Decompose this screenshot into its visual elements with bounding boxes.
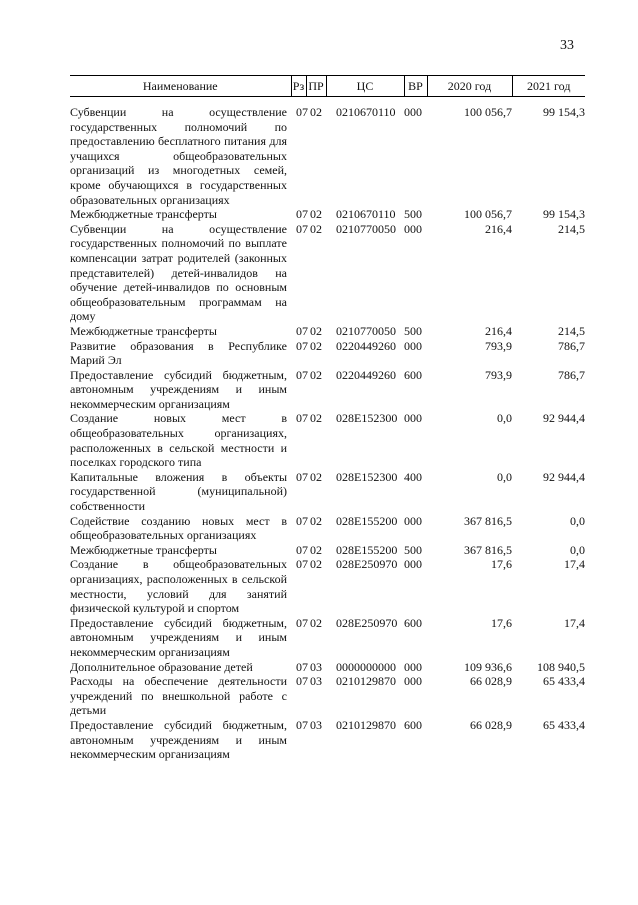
row-vr: 000 bbox=[404, 659, 422, 674]
table-row bbox=[70, 718, 585, 762]
table-header bbox=[70, 76, 585, 97]
row-name: Развитие образования в Республике Марий Эл bbox=[70, 338, 287, 368]
table-row bbox=[70, 411, 585, 469]
row-cs: 0220449260 bbox=[336, 338, 396, 353]
table-row bbox=[70, 674, 585, 718]
row-rz: 07 bbox=[296, 513, 308, 528]
row-amount-2021: 17,4 bbox=[564, 557, 585, 572]
row-name: Расходы на обеспечение деятельности учреждений по внешкольной работе с детьми bbox=[70, 674, 287, 718]
row-name: Субвенции на осуществление государственных полномочий по предоставлению бесплатного питания для учащихся общеобразовательных организаций из многодетных семей, кроме обучающихся в государственных образовательных организациях bbox=[70, 105, 287, 207]
row-amount-2021: 65 433,4 bbox=[543, 674, 585, 689]
row-name: Содействие созданию новых мест в общеобразовательных организациях bbox=[70, 513, 287, 543]
header-cs: ЦС bbox=[326, 76, 404, 97]
row-vr: 000 bbox=[404, 221, 422, 236]
row-amount-2020: 66 028,9 bbox=[470, 717, 512, 732]
row-vr: 500 bbox=[404, 207, 422, 222]
row-pr: 02 bbox=[310, 557, 322, 572]
row-rz: 07 bbox=[296, 674, 308, 689]
row-name: Межбюджетные трансферты bbox=[70, 207, 217, 222]
row-amount-2021: 92 944,4 bbox=[543, 469, 585, 484]
header-rz: Рз bbox=[291, 76, 306, 97]
row-name: Предоставление субсидий бюджетным, автономным учреждениям и иным некоммерческим организациям bbox=[70, 615, 287, 659]
row-rz: 07 bbox=[296, 411, 308, 426]
budget-table bbox=[70, 75, 585, 762]
row-rz: 07 bbox=[296, 323, 308, 338]
table-body bbox=[70, 97, 585, 762]
row-amount-2020: 0,0 bbox=[497, 411, 512, 426]
row-name: Капитальные вложения в объекты государственной (муниципальной) собственности bbox=[70, 469, 287, 514]
row-amount-2021: 99 154,3 bbox=[543, 207, 585, 222]
row-name: Субвенции на осуществление государственных полномочий по выплате компенсации затрат родителей (законных представителей) детей-инвалидов на обучение детей-инвалидов по основным общеобразовательным программам на дому bbox=[70, 221, 287, 324]
table-row bbox=[70, 97, 585, 208]
row-vr: 000 bbox=[404, 338, 422, 353]
row-vr: 000 bbox=[404, 513, 422, 528]
row-vr: 500 bbox=[404, 542, 422, 557]
table-row bbox=[70, 222, 585, 324]
row-amount-2020: 793,9 bbox=[485, 367, 512, 382]
row-name: Дополнительное образование детей bbox=[70, 659, 253, 674]
row-vr: 000 bbox=[404, 105, 422, 119]
row-amount-2021: 0,0 bbox=[570, 542, 585, 557]
header-year-2021: 2021 год bbox=[512, 76, 585, 97]
row-vr: 000 bbox=[404, 411, 422, 426]
row-pr: 02 bbox=[310, 323, 322, 338]
row-cs: 028E250970 bbox=[336, 615, 398, 630]
row-amount-2020: 216,4 bbox=[485, 323, 512, 338]
row-cs: 0210770050 bbox=[336, 221, 396, 236]
row-vr: 600 bbox=[404, 615, 422, 630]
row-cs: 028E250970 bbox=[336, 557, 398, 572]
row-amount-2021: 214,5 bbox=[558, 221, 585, 236]
row-amount-2020: 793,9 bbox=[485, 338, 512, 353]
row-name: Создание в общеобразовательных организациях, расположенных в сельской местности, условий для занятий физической культурой и спортом bbox=[70, 557, 287, 616]
row-rz: 07 bbox=[296, 367, 308, 382]
row-amount-2020: 100 056,7 bbox=[464, 105, 512, 119]
row-amount-2021: 786,7 bbox=[558, 367, 585, 382]
header-year-2020: 2020 год bbox=[427, 76, 512, 97]
row-vr: 600 bbox=[404, 367, 422, 382]
row-amount-2020: 216,4 bbox=[485, 221, 512, 236]
table-row bbox=[70, 470, 585, 514]
row-name: Межбюджетные трансферты bbox=[70, 542, 217, 557]
row-cs: 0220449260 bbox=[336, 367, 396, 382]
row-rz: 07 bbox=[296, 469, 308, 484]
row-pr: 02 bbox=[310, 207, 322, 222]
row-cs: 0210129870 bbox=[336, 674, 396, 689]
row-amount-2020: 100 056,7 bbox=[464, 207, 512, 222]
row-vr: 500 bbox=[404, 323, 422, 338]
row-amount-2021: 786,7 bbox=[558, 338, 585, 353]
table-row bbox=[70, 368, 585, 412]
header-name: Наименование bbox=[70, 76, 291, 97]
row-cs: 0210670110 bbox=[336, 105, 396, 119]
table-row bbox=[70, 557, 585, 615]
row-rz: 07 bbox=[296, 105, 308, 119]
row-rz: 07 bbox=[296, 717, 308, 732]
row-cs: 028E152300 bbox=[336, 469, 398, 484]
row-name: Межбюджетные трансферты bbox=[70, 323, 217, 338]
row-cs: 028E155200 bbox=[336, 542, 398, 557]
row-amount-2020: 17,6 bbox=[491, 615, 512, 630]
row-amount-2020: 367 816,5 bbox=[464, 513, 512, 528]
row-pr: 02 bbox=[310, 105, 322, 119]
row-amount-2021: 92 944,4 bbox=[543, 411, 585, 426]
row-name: Предоставление субсидий бюджетным, автономным учреждениям и иным некоммерческим организациям bbox=[70, 717, 287, 762]
row-cs: 028E155200 bbox=[336, 513, 398, 528]
row-pr: 02 bbox=[310, 615, 322, 630]
row-vr: 400 bbox=[404, 469, 422, 484]
row-pr: 02 bbox=[310, 338, 322, 353]
row-amount-2021: 65 433,4 bbox=[543, 717, 585, 732]
row-amount-2021: 214,5 bbox=[558, 323, 585, 338]
row-amount-2020: 367 816,5 bbox=[464, 542, 512, 557]
row-amount-2020: 17,6 bbox=[491, 557, 512, 572]
row-amount-2020: 0,0 bbox=[497, 469, 512, 484]
row-rz: 07 bbox=[296, 557, 308, 572]
row-pr: 03 bbox=[310, 674, 322, 689]
row-cs: 0210129870 bbox=[336, 717, 396, 732]
row-rz: 07 bbox=[296, 542, 308, 557]
row-vr: 000 bbox=[404, 557, 422, 572]
row-cs: 0000000000 bbox=[336, 659, 396, 674]
row-pr: 02 bbox=[310, 513, 322, 528]
table-row bbox=[70, 660, 585, 675]
row-rz: 07 bbox=[296, 659, 308, 674]
header-pr: ПР bbox=[306, 76, 326, 97]
row-amount-2021: 17,4 bbox=[564, 615, 585, 630]
row-cs: 028E152300 bbox=[336, 411, 398, 426]
row-rz: 07 bbox=[296, 221, 308, 236]
row-pr: 02 bbox=[310, 411, 322, 426]
row-pr: 03 bbox=[310, 659, 322, 674]
row-name: Создание новых мест в общеобразовательных организациях, расположенных в сельской местности и поселках городского типа bbox=[70, 411, 287, 470]
table-row bbox=[70, 543, 585, 558]
row-rz: 07 bbox=[296, 615, 308, 630]
table-row bbox=[70, 616, 585, 660]
row-amount-2020: 109 936,6 bbox=[464, 659, 512, 674]
row-pr: 02 bbox=[310, 542, 322, 557]
row-amount-2020: 66 028,9 bbox=[470, 674, 512, 689]
row-pr: 03 bbox=[310, 717, 322, 732]
page-number: 33 bbox=[560, 38, 574, 53]
row-pr: 02 bbox=[310, 221, 322, 236]
row-vr: 600 bbox=[404, 717, 422, 732]
row-amount-2021: 99 154,3 bbox=[543, 105, 585, 119]
row-rz: 07 bbox=[296, 338, 308, 353]
table-row bbox=[70, 207, 585, 222]
row-cs: 0210670110 bbox=[336, 207, 396, 222]
row-amount-2021: 108 940,5 bbox=[537, 659, 585, 674]
table-row bbox=[70, 324, 585, 339]
table-row bbox=[70, 514, 585, 543]
row-amount-2021: 0,0 bbox=[570, 513, 585, 528]
header-vr: ВР bbox=[404, 76, 427, 97]
table-row bbox=[70, 339, 585, 368]
row-cs: 0210770050 bbox=[336, 323, 396, 338]
row-pr: 02 bbox=[310, 367, 322, 382]
row-rz: 07 bbox=[296, 207, 308, 222]
row-name: Предоставление субсидий бюджетным, автономным учреждениям и иным некоммерческим организациям bbox=[70, 367, 287, 411]
row-pr: 02 bbox=[310, 469, 322, 484]
row-vr: 000 bbox=[404, 674, 422, 689]
